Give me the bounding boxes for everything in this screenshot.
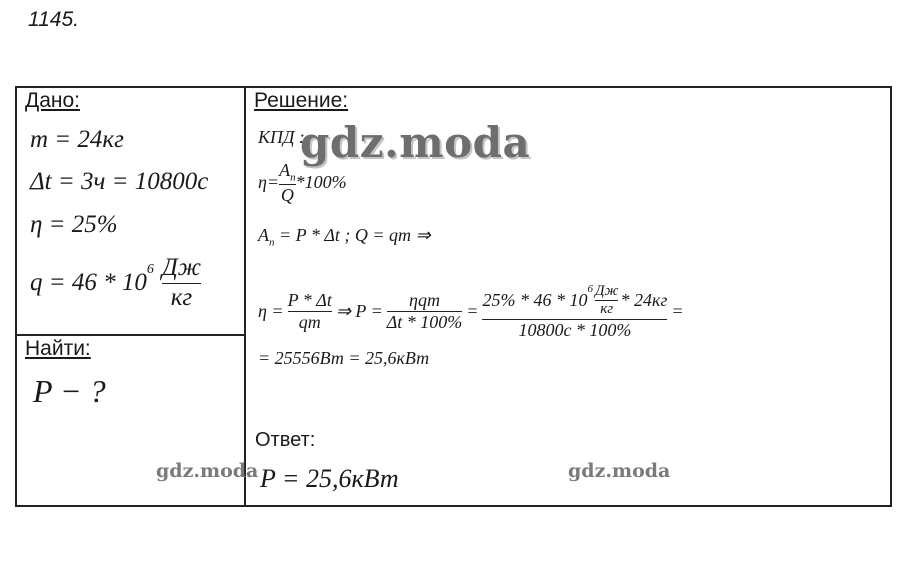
deriv-end: = xyxy=(671,301,684,322)
eta-lhs: η= xyxy=(258,172,280,193)
table-top-border xyxy=(15,86,892,88)
problem-number: 1145. xyxy=(28,8,79,31)
given-heat-unit xyxy=(162,254,201,313)
deriv-f3-exp: 6 xyxy=(587,283,593,295)
work-sub: п xyxy=(269,236,275,249)
deriv-fraction-3 xyxy=(482,283,667,340)
given-mass: m = 24кг xyxy=(30,126,124,153)
table-left-border xyxy=(15,86,17,506)
watermark-large: gdz.moda xyxy=(300,118,531,167)
solution-result-line: = 25556Вт = 25,6кВт xyxy=(258,348,430,368)
watermark-small-left: gdz.moda xyxy=(156,460,259,482)
deriv-eq: = xyxy=(466,301,479,322)
given-heat-prefix: q = 46 * 10 xyxy=(30,269,147,297)
eta-num: A xyxy=(279,160,291,180)
eta-den: Q xyxy=(280,185,294,206)
deriv-eta: η = xyxy=(258,301,284,322)
eta-rhs: *100% xyxy=(295,172,347,193)
find-unknown: P − ? xyxy=(33,373,106,409)
given-heat-unit-den: кг xyxy=(170,283,193,311)
deriv-f2-den: Δt * 100% xyxy=(386,312,463,333)
given-time: Δt = 3ч = 10800с xyxy=(30,168,209,195)
solution-work-line xyxy=(258,225,431,249)
solution-main-derivation xyxy=(258,283,684,340)
deriv-f3-den: 10800с * 100% xyxy=(518,319,632,340)
solution-kpd: КПД : xyxy=(258,127,305,147)
answer-value: P = 25,6кВт xyxy=(260,464,399,493)
deriv-f3-unit-num: Дж xyxy=(594,283,619,299)
column-divider xyxy=(244,86,246,506)
answer-header: Ответ: xyxy=(255,429,316,451)
deriv-f3-num-b: * 24кг xyxy=(620,290,668,311)
find-header: Найти: xyxy=(25,337,91,360)
given-heat-unit-num: Дж xyxy=(161,254,202,281)
table-right-border xyxy=(890,86,892,506)
deriv-f1-den: qm xyxy=(298,312,321,333)
given-header: Дано: xyxy=(25,89,81,112)
deriv-f3-num-a: 25% * 46 * 10 xyxy=(482,290,588,311)
eta-fraction xyxy=(279,160,296,206)
given-efficiency: η = 25% xyxy=(30,211,118,238)
solution-header: Решение: xyxy=(254,89,349,112)
eta-num-sub: п xyxy=(290,171,296,184)
deriv-fraction-2 xyxy=(387,290,463,332)
deriv-f1-num: P * Δt xyxy=(287,290,332,311)
work-rest: = P * Δt ; Q = qm ⇒ xyxy=(274,225,431,245)
watermark-small-right: gdz.moda xyxy=(568,460,671,482)
table-bottom-border xyxy=(15,505,892,507)
work-symbol: A xyxy=(258,225,269,245)
given-find-divider xyxy=(15,334,245,336)
deriv-fraction-1 xyxy=(288,290,332,332)
deriv-f2-num: ηqm xyxy=(409,290,440,311)
given-heat-exponent: 6 xyxy=(146,262,154,277)
deriv-f3-unit xyxy=(595,283,619,319)
given-heat xyxy=(30,254,201,313)
deriv-f3-unit-den: кг xyxy=(600,301,614,318)
deriv-arrow: ⇒ P = xyxy=(335,301,383,322)
